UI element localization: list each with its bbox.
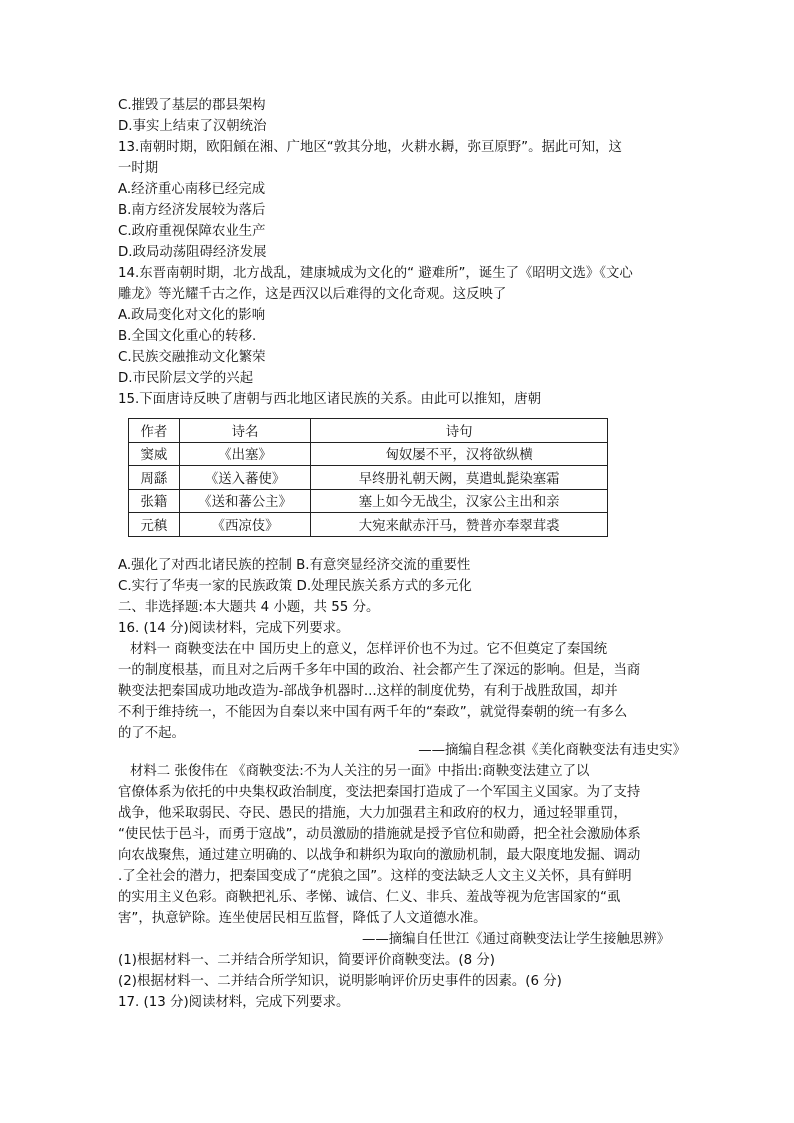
- q16-question-1: (1)根据材料一、二并结合所学知识，简要评价商鞅变法。(8 分): [118, 953, 495, 968]
- material2-source: ——摘编自任世江《通过商鞅变法让学生接触思辨》: [362, 932, 670, 947]
- material2-line: “使民怯于邑斗，而勇于寇战”，动员激励的措施就是授予官位和勋爵，把全社会激励体系: [118, 827, 641, 842]
- q13-stem-line2: 一时期: [118, 161, 159, 176]
- cell-title: 《送入蕃使》: [179, 466, 310, 490]
- material2-line: 向农战聚焦，通过建立明确的、以战争和耕织为取向的激励机制，最大限度地发掘、调动: [118, 848, 641, 863]
- q13-option-a: A.经济重心南移已经完成: [118, 182, 266, 197]
- q13-stem-line1: 13.南朝时期，欧阳頠在湘、广地区“敦其分地，火耕水耨，弥亘原野”。据此可知，这: [118, 140, 622, 155]
- q16-question-2: (2)根据材料一、二并结合所学知识，说明影响评价历史事件的因素。(6 分): [118, 974, 562, 989]
- material1-line: 一的制度根基，而且对之后两千多年中国的政治、社会都产生了深远的影响。但是，当商: [118, 663, 641, 678]
- material1-line: 鞅变法把秦国成功地改造为-部战争机器时...这样的制度优势，有利于战胜敌国，却并: [118, 684, 618, 699]
- material2-line: 害”，执意铲除。连坐使居民相互监督，降低了人文道德水准。: [118, 911, 487, 926]
- table-row: [129, 489, 608, 513]
- q13-option-b: B.南方经济发展较为落后: [118, 203, 266, 218]
- q14-stem-line2: 雕龙》等光耀千古之作，这是西汉以后难得的文化奇观。这反映了: [118, 287, 507, 302]
- material1-source: ——摘编自程念祺《美化商鞅变法有违史实》: [418, 743, 686, 758]
- material2-line: 战争，他采取弱民、夺民、愚民的措施，大力加强君主和政府的权力，通过轻罪重罚，: [118, 806, 627, 821]
- material2-line: 的实用主义色彩。商鞅把礼乐、孝悌、诚信、仁义、非兵、羞战等视为危害国家的“虱: [118, 890, 621, 905]
- material1-line: 材料一 商鞅变法在中 国历史上的意义，怎样评价也不为过。它不但奠定了秦国统: [130, 642, 608, 657]
- q14-option-a: A.政局变化对文化的影响: [118, 308, 266, 323]
- material1-line: 的了不起。: [118, 726, 185, 741]
- cell-author: 窦威: [129, 442, 180, 466]
- poem-table: [128, 418, 608, 537]
- q14-option-c: C.民族交融推动文化繁荣: [118, 350, 266, 365]
- q13-option-d: D.政局动荡阻碍经济发展: [118, 245, 267, 260]
- cell-verse: 早终册礼朝天阙，莫遣虬髭染塞霜: [311, 466, 608, 490]
- cell-title: 《送和蕃公主》: [179, 489, 310, 513]
- cell-title: 《出塞》: [179, 442, 310, 466]
- cell-author: 张籍: [129, 489, 180, 513]
- q14-option-b: B.全国文化重心的转移.: [118, 329, 257, 344]
- q17-stem: 17. (13 分)阅读材料，完成下列要求。: [118, 995, 350, 1010]
- q12-option-c: C.摧毁了基层的郡县架构: [118, 98, 266, 113]
- cell-author: 周繇: [129, 466, 180, 490]
- q14-option-d: D.市民阶层文学的兴起: [118, 371, 254, 386]
- q14-stem-line1: 14.东晋南朝时期，北方战乱，建康城成为文化的“ 避难所”，诞生了《昭明文选》《文心: [118, 266, 633, 281]
- material2-line: .了全社会的潜力，把秦国变成了“虎狼之国”。这样的变法缺乏人文主义关怀，具有鲜明: [118, 869, 632, 884]
- table-header-row: [129, 419, 608, 443]
- cell-title: 《西凉伎》: [179, 513, 310, 537]
- header-verse: 诗句: [311, 419, 608, 443]
- table-row: [129, 466, 608, 490]
- q12-option-d: D.事实上结束了汉朝统治: [118, 119, 267, 134]
- q15-options-line2: C.实行了华夷一家的民族政策 D.处理民族关系方式的多元化: [118, 579, 472, 594]
- table-row: [129, 513, 608, 537]
- header-title: 诗名: [179, 419, 310, 443]
- q13-option-c: C.政府重视保障农业生产: [118, 224, 266, 239]
- cell-author: 元稹: [129, 513, 180, 537]
- q16-stem: 16. (14 分)阅读材料，完成下列要求。: [118, 621, 350, 636]
- material2-line: 材料二 张俊伟在 《商鞅变法:不为人关注的另一面》中指出:商鞅变法建立了以: [130, 764, 590, 779]
- cell-verse: 匈奴屡不平，汉将欲纵横: [311, 442, 608, 466]
- material2-line: 官僚体系为依托的中央集权政治制度，变法把秦国打造成了一个军国主义国家。为了支持: [118, 785, 641, 800]
- cell-verse: 塞上如今无战尘，汉家公主出和亲: [311, 489, 608, 513]
- section-heading: 二、非选择题:本大题共 4 小题，共 55 分。: [118, 600, 380, 615]
- material1-line: 不利于维持统一，不能因为自秦以来中国有两千年的“秦政”，就觉得秦朝的统一有多么: [118, 705, 628, 720]
- q15-stem: 15.下面唐诗反映了唐朝与西北地区诸民族的关系。由此可以推知，唐朝: [118, 392, 542, 407]
- table-row: [129, 442, 608, 466]
- cell-verse: 大宛来献赤汗马，赞普亦奉翠茸裘: [311, 513, 608, 537]
- q15-options-line1: A.强化了对西北诸民族的控制 B.有意突显经济交流的重要性: [118, 558, 471, 573]
- header-author: 作者: [129, 419, 180, 443]
